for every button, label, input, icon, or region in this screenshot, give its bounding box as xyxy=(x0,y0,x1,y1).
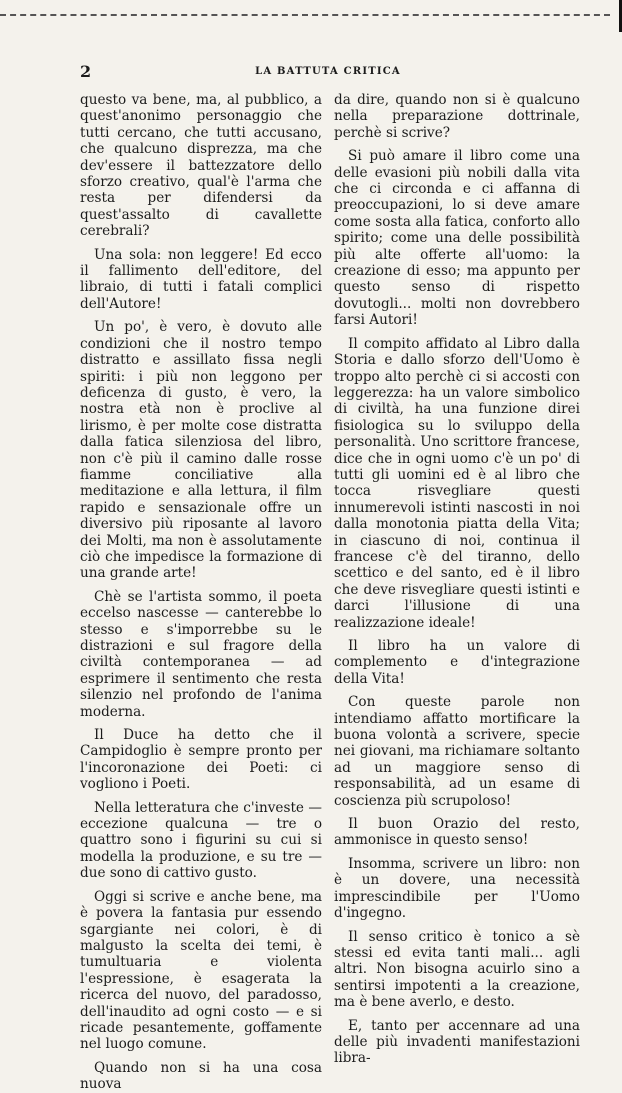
paragraph: Si può amare il libro come una delle evasioni più nobili dalla vita che ci circonda e ci affanna di preoccupazioni, lo si deve amare come sosta alla fatica, conforto allo spirito; come una delle possibilità più alte offerte all'uomo: la creazione di esso; ma appunto per questo senso di rispetto dovutogli... molti non dovrebbero farsi Autori! xyxy=(334,148,580,329)
paragraph: questo va bene, ma, al pubblico, a quest'anonimo personaggio che tutti cercano, che tutti accusano, che qualcuno disprezza, ma che dev'essere il battezzatore dello sforzo creativo, qual'è l'arma che resta per difendersi da quest'assalto di cavallette cerebrali? xyxy=(80,92,322,240)
running-head: LA BATTUTA CRITICA xyxy=(255,66,401,77)
paragraph: Nella letteratura che c'investe — eccezione qualcuna — tre o quattro sono i figurini su cui si modella la produzione, e su tre — due sono di cattivo gusto. xyxy=(80,799,322,882)
paragraph: Il senso critico è tonico a sè stessi ed evita tanti mali... agli altri. Non bisogna acuirlo sino a sentirsi impotenti a la creazione, ma è bene averlo, e desto. xyxy=(334,928,580,1011)
page-number: 2 xyxy=(80,62,92,81)
paragraph: Il compito affidato al Libro dalla Storia e dallo sforzo dell'Uomo è troppo alto perchè ci si accosti con leggerezza: ha un valore simbolico di civiltà, ha una funzione direi fisiologica su lo sviluppo della personalità. Uno scrittore francese, dice che in ogni uomo c'è un po' di tutti gli uomini ed è al libro che tocca risvegliare questi innumerevoli istinti nascosti in noi dalla monotonia piatta della Vita; in ciascuno di noi, continua il francese c'è del tiranno, dello scettico e del santo, ed è il libro che deve risvegliare questi istinti e darci l'illusione di una realizzazione ideale! xyxy=(334,335,580,631)
paragraph: da dire, quando non si è qualcuno nella preparazione dottrinale, perchè si scrive? xyxy=(334,92,580,141)
paragraph: Chè se l'artista sommo, il poeta eccelso nascesse — canterebbe lo stesso e s'imporrebbe su le distrazioni e sul fragore della civiltà contemporanea — ad esprimere il sentimento che resta silenzio nel profondo de l'anima moderna. xyxy=(80,588,322,720)
paragraph: Il Duce ha detto che il Campidoglio è sempre pronto per l'incoronazione dei Poeti: ci vogliono i Poeti. xyxy=(80,727,322,793)
page-header xyxy=(80,62,576,82)
paragraph: Il libro ha un valore di complemento e d'integrazione della Vita! xyxy=(334,638,580,687)
paragraph: Insomma, scrivere un libro: non è un dovere, una necessità imprescindibile per l'Uomo d'ingegno. xyxy=(334,855,580,922)
text-columns xyxy=(80,92,580,1093)
right-column xyxy=(334,92,580,1067)
left-column xyxy=(80,92,322,1093)
paragraph: Il buon Orazio del resto, ammonisce in questo senso! xyxy=(334,816,580,849)
paragraph: Una sola: non leggere! Ed ecco il fallimento dell'editore, del libraio, di tutti i fatali complici dell'Autore! xyxy=(80,246,322,312)
top-border-rule xyxy=(0,14,610,16)
paragraph: Quando non si ha una cosa nuova xyxy=(80,1059,322,1093)
paragraph: Oggi si scrive e anche bene, ma è povera la fantasia pur essendo sgargiante nei colori, è di malgusto la scelta dei temi, è tumultuaria e violenta l'espressione, è esagerata la ricerca del nuovo, del paradosso, dell'inaudito ad ogni costo — e si ricade pesantemente, goffamente nel luogo comune. xyxy=(80,888,322,1053)
paragraph: Un po', è vero, è dovuto alle condizioni che il nostro tempo distratto e assillato fissa negli spiriti: i più non leggono per deficenza di gusto, è vero, la nostra età non è proclive al lirismo, è per molte cose distratta dalla fatica silenziosa del libro, non c'è più il camino dalle rosse fiamme conciliative alla meditazione e alla lettura, il film rapido e sensazionale offre un diversivo più riposante al lavoro dei Molti, ma non è assolutamente ciò che impedisce la formazione di una grande arte! xyxy=(80,319,322,582)
paragraph: E, tanto per accennare ad una delle più invadenti manifestazioni libra- xyxy=(334,1017,580,1067)
paragraph: Con queste parole non intendiamo affatto mortificare la buona volontà a scrivere, specie nei giovani, ma richiamare soltanto ad un maggiore senso di responsabilità, ad un esame di coscienza più scrupoloso! xyxy=(334,694,580,809)
